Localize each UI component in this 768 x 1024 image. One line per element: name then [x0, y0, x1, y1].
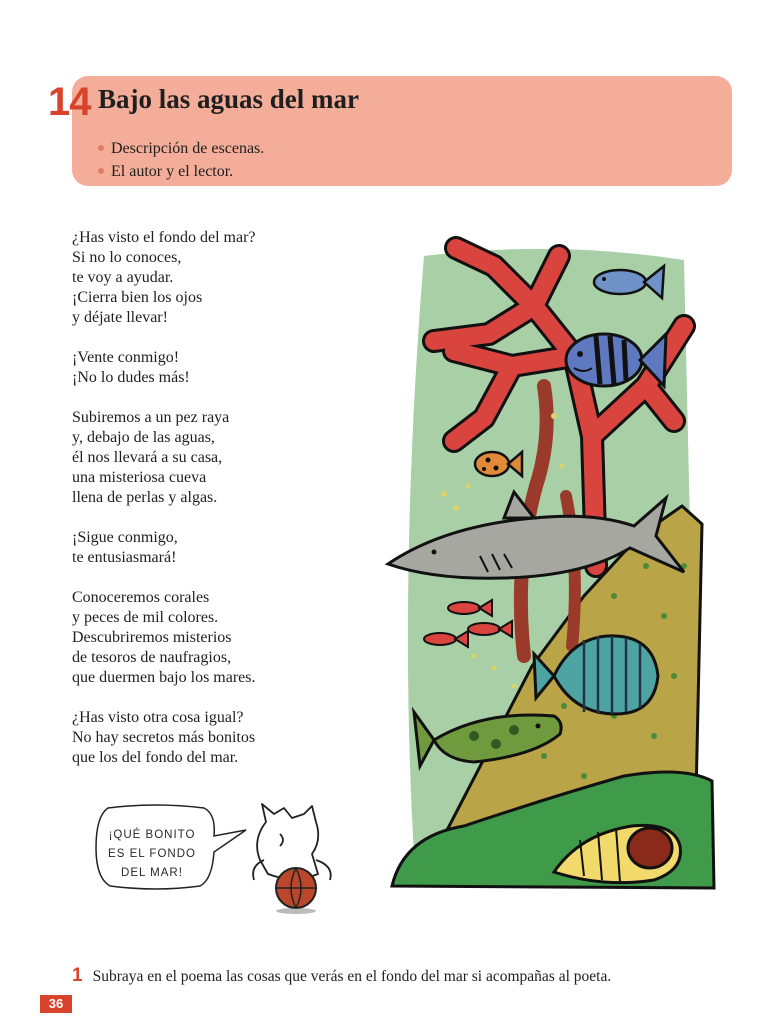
activity-text: Subraya en el poema las cosas que verás en el fondo del mar si acompañas al poeta.: [92, 968, 612, 985]
unit-title: Bajo las aguas del mar: [98, 84, 360, 114]
poem-stanza: [72, 588, 372, 688]
basketball-ball: [276, 868, 316, 914]
poem-verse: que los del fondo del mar.: [72, 749, 239, 766]
activity-instruction: [72, 965, 611, 987]
poem-verse: Si no lo conoces,: [72, 249, 182, 266]
poem-verse: llena de perlas y algas.: [72, 489, 218, 506]
poem-verse: una misteriosa cueva: [72, 469, 207, 486]
poem-verse: ¡No lo dudes más!: [72, 369, 190, 386]
poem-stanza: [72, 408, 372, 508]
objective-item: Descripción de escenas.: [98, 137, 264, 160]
poem-verse: Conoceremos corales: [72, 589, 210, 606]
poem-stanza: [72, 708, 372, 768]
poem-verse: No hay secretos más bonitos: [72, 729, 256, 746]
poem-verse: él nos llevará a su casa,: [72, 449, 223, 466]
poem-verse: y peces de mil colores.: [72, 609, 219, 626]
poem-stanza: [72, 528, 372, 568]
poem-verse: de tesoros de naufragios,: [72, 649, 232, 666]
poem: [72, 228, 372, 788]
page-number: 36: [40, 995, 72, 1013]
poem-verse: ¿Has visto el fondo del mar?: [72, 229, 256, 246]
poem-verse: te voy a ayudar.: [72, 269, 174, 286]
underwater-scene-illustration: [384, 236, 724, 896]
objectives-list: [98, 137, 264, 183]
activity-number: 1: [72, 965, 83, 986]
speech-bubble-line: ES EL FONDO: [108, 848, 196, 860]
poem-verse: ¡Sigue conmigo,: [72, 529, 178, 546]
poem-verse: Descubriremos misterios: [72, 629, 232, 646]
poem-verse: Subiremos a un pez raya: [72, 409, 230, 426]
poem-verse: y, debajo de las aguas,: [72, 429, 215, 446]
speech-bubble-line: ¡QUÉ BONITO: [108, 829, 196, 841]
speech-bubble-text: [98, 826, 206, 883]
poem-verse: que duermen bajo los mares.: [72, 669, 256, 686]
speech-bubble-line: DEL MAR!: [121, 867, 183, 879]
objective-item: El autor y el lector.: [98, 160, 264, 183]
poem-stanza: [72, 228, 372, 328]
poem-verse: ¡Vente conmigo!: [72, 349, 180, 366]
unit-number: 14: [48, 80, 91, 124]
poem-stanza: [72, 348, 372, 388]
poem-verse: y déjate llevar!: [72, 309, 168, 326]
poem-verse: ¡Cierra bien los ojos: [72, 289, 203, 306]
poem-verse: te entusiasmará!: [72, 549, 177, 566]
poem-verse: ¿Has visto otra cosa igual?: [72, 709, 244, 726]
